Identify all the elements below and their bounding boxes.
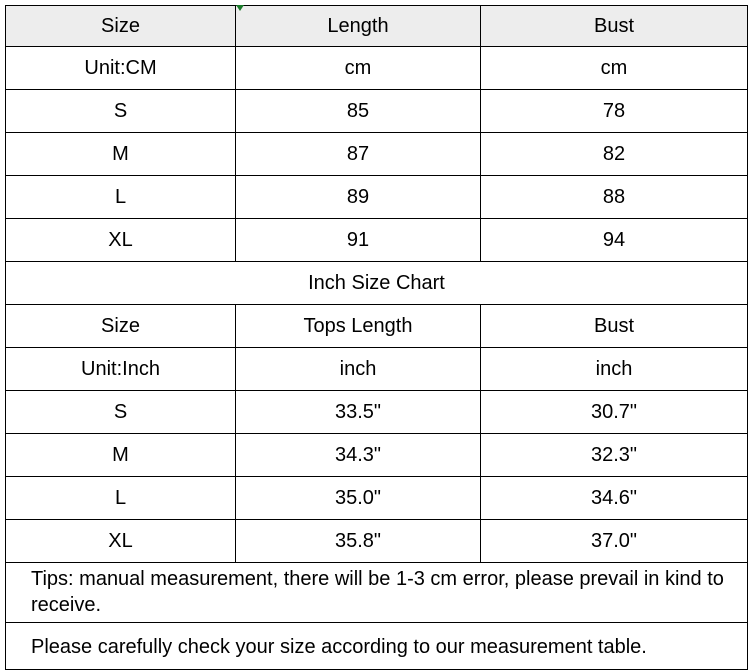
length-cell: 35.8" — [236, 520, 481, 563]
length-cell: 33.5" — [236, 391, 481, 434]
cm-header-row — [6, 6, 748, 47]
unit-length: cm — [236, 47, 481, 90]
bust-cell: 34.6" — [481, 477, 748, 520]
length-cell: 91 — [236, 219, 481, 262]
bust-cell: 32.3" — [481, 434, 748, 477]
size-cell: XL — [6, 520, 236, 563]
header-bust: Bust — [481, 6, 748, 47]
table-row — [6, 391, 748, 434]
cell-corner-marker — [236, 5, 244, 11]
tips-row — [6, 563, 748, 623]
inch-title-row — [6, 262, 748, 305]
size-table — [5, 5, 748, 670]
inch-header-row — [6, 305, 748, 348]
unit-bust: cm — [481, 47, 748, 90]
table-row — [6, 219, 748, 262]
header-size: Size — [6, 305, 236, 348]
bust-cell: 78 — [481, 90, 748, 133]
size-cell: XL — [6, 219, 236, 262]
check-note-row — [6, 623, 748, 670]
length-cell: 87 — [236, 133, 481, 176]
size-cell: L — [6, 176, 236, 219]
unit-label: Unit:Inch — [6, 348, 236, 391]
unit-label: Unit:CM — [6, 47, 236, 90]
size-chart — [5, 5, 748, 670]
header-bust: Bust — [481, 305, 748, 348]
table-row — [6, 90, 748, 133]
bust-cell: 82 — [481, 133, 748, 176]
check-note-text: Please carefully check your size according to our measurement table. — [6, 623, 748, 670]
header-length: Length — [236, 6, 481, 47]
size-cell: M — [6, 133, 236, 176]
cm-unit-row — [6, 47, 748, 90]
unit-length: inch — [236, 348, 481, 391]
bust-cell: 88 — [481, 176, 748, 219]
bust-cell: 30.7" — [481, 391, 748, 434]
inch-chart-title: Inch Size Chart — [6, 262, 748, 305]
table-row — [6, 434, 748, 477]
length-cell: 85 — [236, 90, 481, 133]
size-cell: S — [6, 391, 236, 434]
table-row — [6, 133, 748, 176]
unit-bust: inch — [481, 348, 748, 391]
size-cell: L — [6, 477, 236, 520]
inch-unit-row — [6, 348, 748, 391]
size-cell: M — [6, 434, 236, 477]
length-cell: 34.3" — [236, 434, 481, 477]
table-row — [6, 176, 748, 219]
bust-cell: 94 — [481, 219, 748, 262]
table-row — [6, 477, 748, 520]
header-tops-length: Tops Length — [236, 305, 481, 348]
length-cell: 89 — [236, 176, 481, 219]
tips-text: Tips: manual measurement, there will be 1-3 cm error, please prevail in kind to receive. — [6, 563, 748, 623]
bust-cell: 37.0" — [481, 520, 748, 563]
size-cell: S — [6, 90, 236, 133]
header-size: Size — [6, 6, 236, 47]
length-cell: 35.0" — [236, 477, 481, 520]
table-row — [6, 520, 748, 563]
